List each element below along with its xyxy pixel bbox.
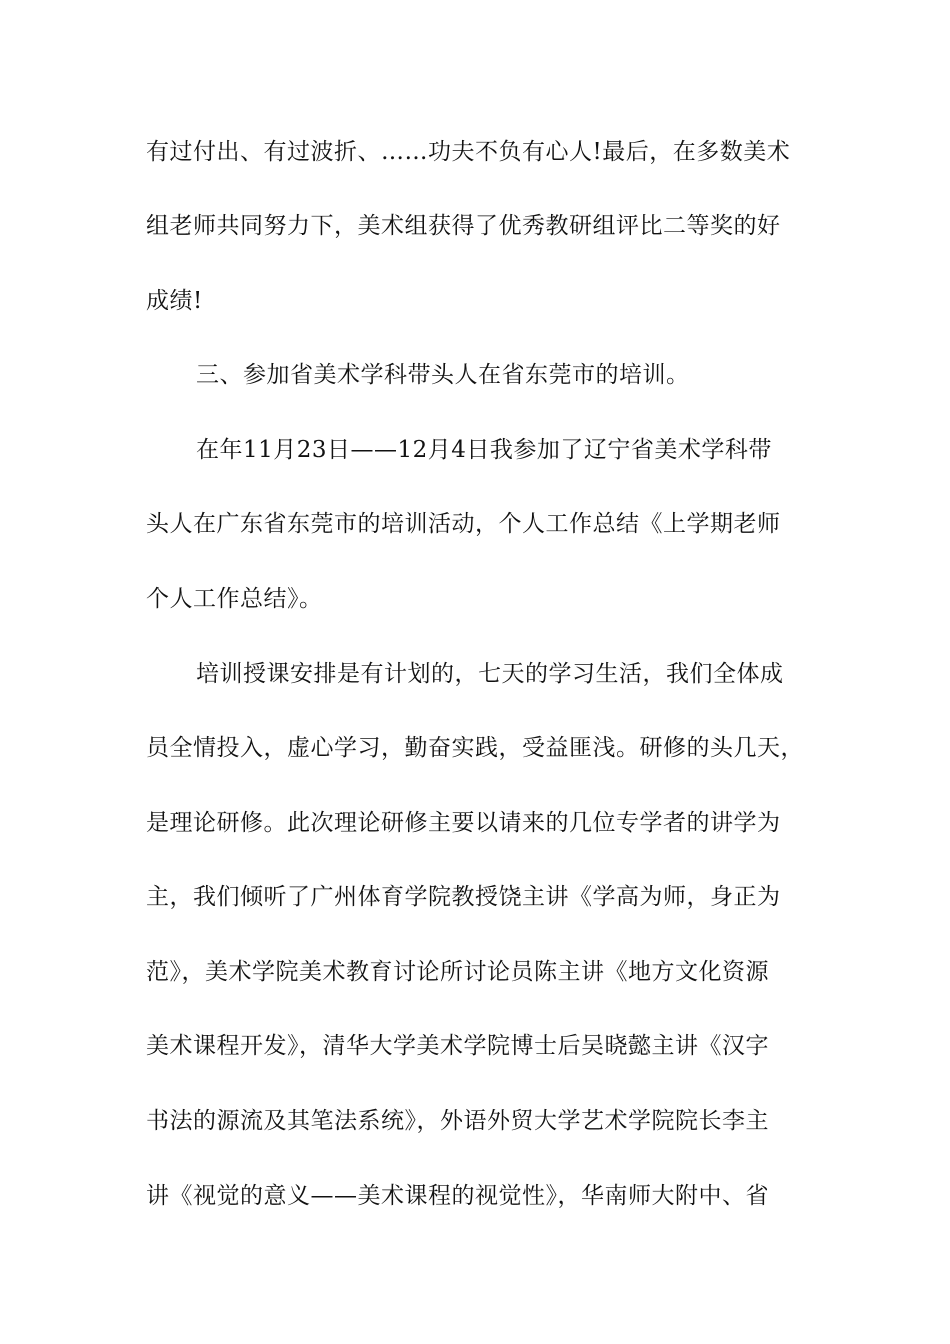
text-line: 范》，美术学院美术教育讨论所讨论员陈主讲《地方文化资源 (146, 959, 769, 985)
text-line: 主，我们倾听了广州体育学院教授饶主讲《学高为师，身正为 (146, 884, 781, 910)
text-line: 成绩! (146, 288, 203, 314)
text-line: 培训授课安排是有计划的，七天的学习生活，我们全体成 (196, 661, 784, 687)
text-line: 是理论研修。此次理论研修主要以请来的几位专学者的讲学为 (146, 810, 781, 836)
text-line: 有过付出、有过波折、……功夫不负有心人!最后，在多数美术 (146, 139, 791, 165)
text-line: 美术课程开发》，清华大学美术学院博士后吴晓懿主讲《汉字 (146, 1033, 769, 1059)
text-line: 员全情投入，虚心学习，勤奋实践，受益匪浅。研修的头几天， (146, 735, 804, 761)
text-line: 头人在广东省东莞市的培训活动，个人工作总结《上学期老师 (146, 511, 781, 537)
text-line: 讲《视觉的意义——美术课程的视觉性》，华南师大附中、省 (146, 1183, 769, 1209)
text-line: 在年11月23日——12月4日我参加了辽宁省美术学科带 (196, 437, 772, 463)
section-heading: 三、参加省美术学科带头人在省东莞市的培训。 (196, 362, 690, 388)
text-line: 书法的源流及其笔法系统》，外语外贸大学艺术学院院长李主 (146, 1108, 769, 1134)
text-line: 个人工作总结》。 (146, 586, 323, 612)
text-line: 组老师共同努力下，美术组获得了优秀教研组评比二等奖的好 (146, 213, 781, 239)
